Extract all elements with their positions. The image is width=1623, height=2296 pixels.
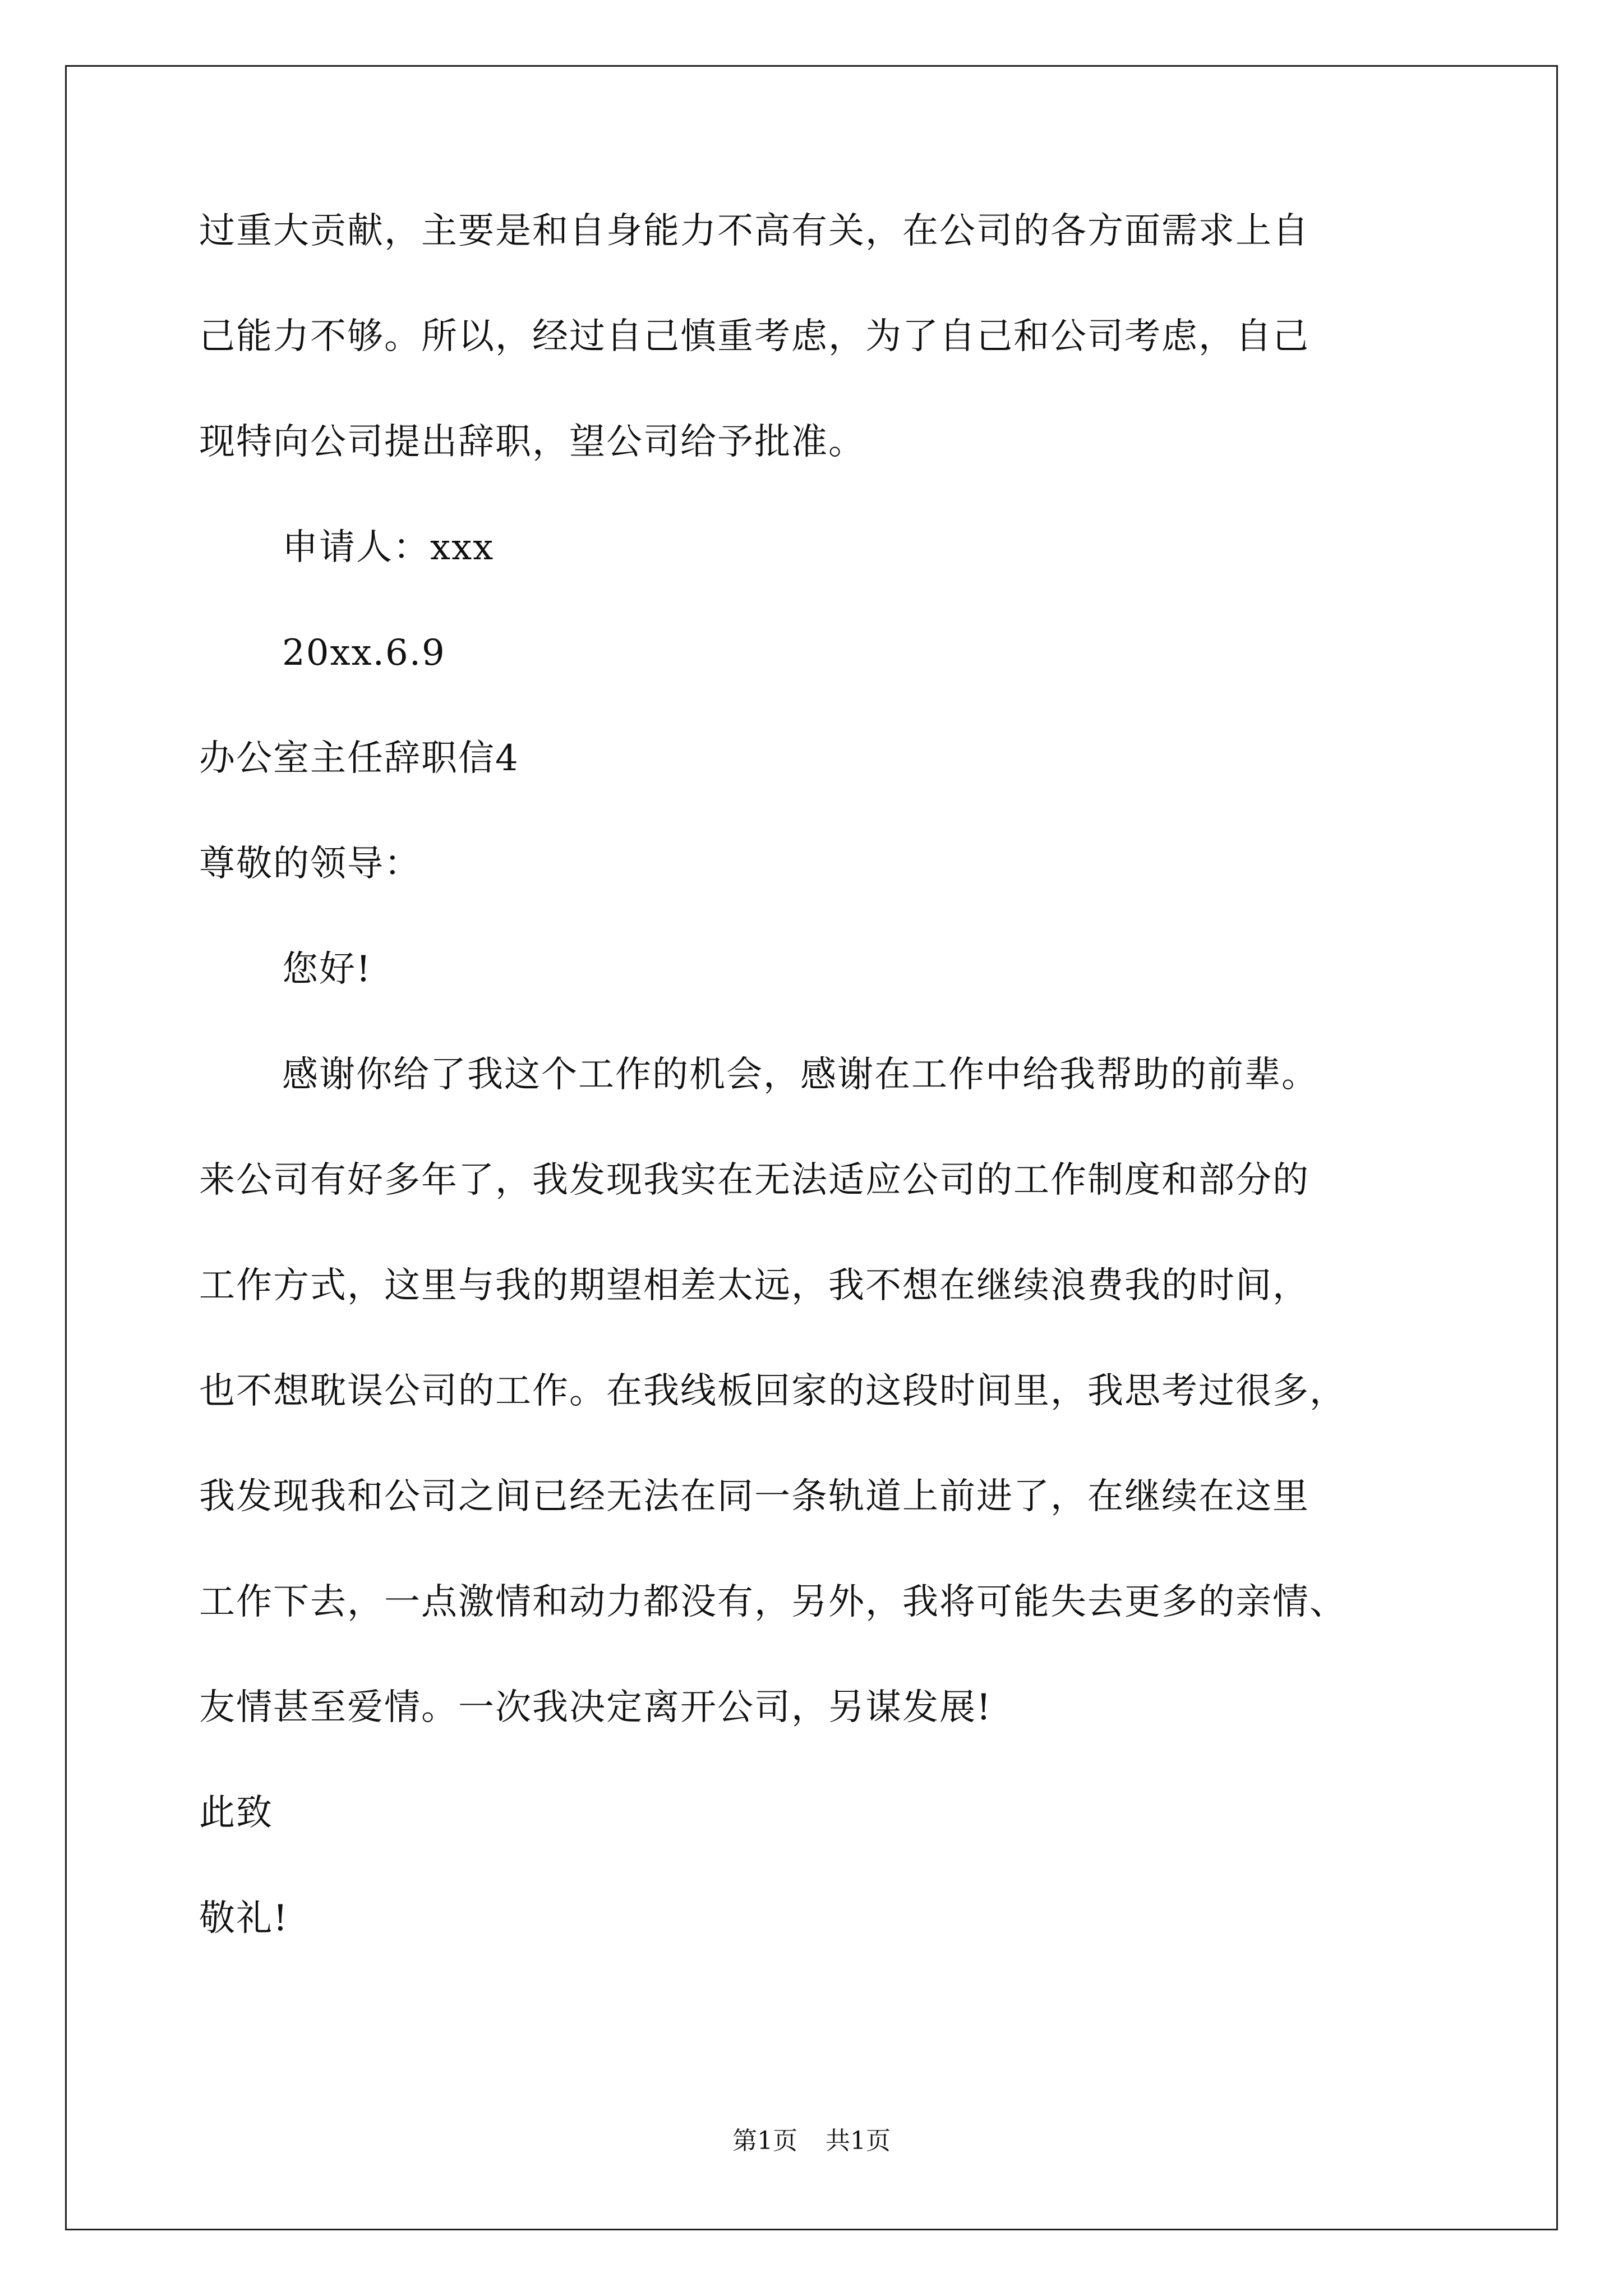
body-line: 过重大贡献，主要是和自身能力不高有关，在公司的各方面需求上自 xyxy=(199,210,1310,252)
page-footer xyxy=(0,2129,1623,2154)
body-line: 友情甚至爱情。一次我决定离开公司，另谋发展! xyxy=(199,1687,992,1728)
page-number: 第1页 xyxy=(732,2127,797,2155)
closing-regards: 敬礼! xyxy=(199,1898,289,1939)
body-line: 来公司有好多年了，我发现我实在无法适应公司的工作制度和部分的 xyxy=(199,1159,1310,1201)
page-total: 共1页 xyxy=(826,2127,891,2155)
greeting: 您好! xyxy=(282,949,372,990)
body-line: 工作下去，一点激情和动力都没有，另外，我将可能失去更多的亲情、 xyxy=(199,1581,1347,1623)
body-line: 感谢你给了我这个工作的机会，感谢在工作中给我帮助的前辈。 xyxy=(282,1054,1318,1096)
body-line: 我发现我和公司之间已经无法在同一条轨道上前进了，在继续在这里 xyxy=(199,1476,1310,1517)
closing-line: 此致 xyxy=(199,1792,273,1834)
applicant-line: 申请人：xxx xyxy=(282,527,495,568)
body-line: 也不想耽误公司的工作。在我线板回家的这段时间里，我思考过很多， xyxy=(199,1370,1347,1412)
body-line: 现特向公司提出辞职，望公司给予批准。 xyxy=(199,421,865,463)
letter-title: 办公室主任辞职信4 xyxy=(199,738,519,779)
body-line: 工作方式，这里与我的期望相差太远，我不想在继续浪费我的时间， xyxy=(199,1265,1310,1306)
document-body xyxy=(199,210,1433,2006)
salutation: 尊敬的领导： xyxy=(199,843,421,885)
date-line: 20xx.6.9 xyxy=(282,632,446,674)
body-line: 己能力不够。所以，经过自己慎重考虑，为了自己和公司考虑，自己 xyxy=(199,316,1310,357)
